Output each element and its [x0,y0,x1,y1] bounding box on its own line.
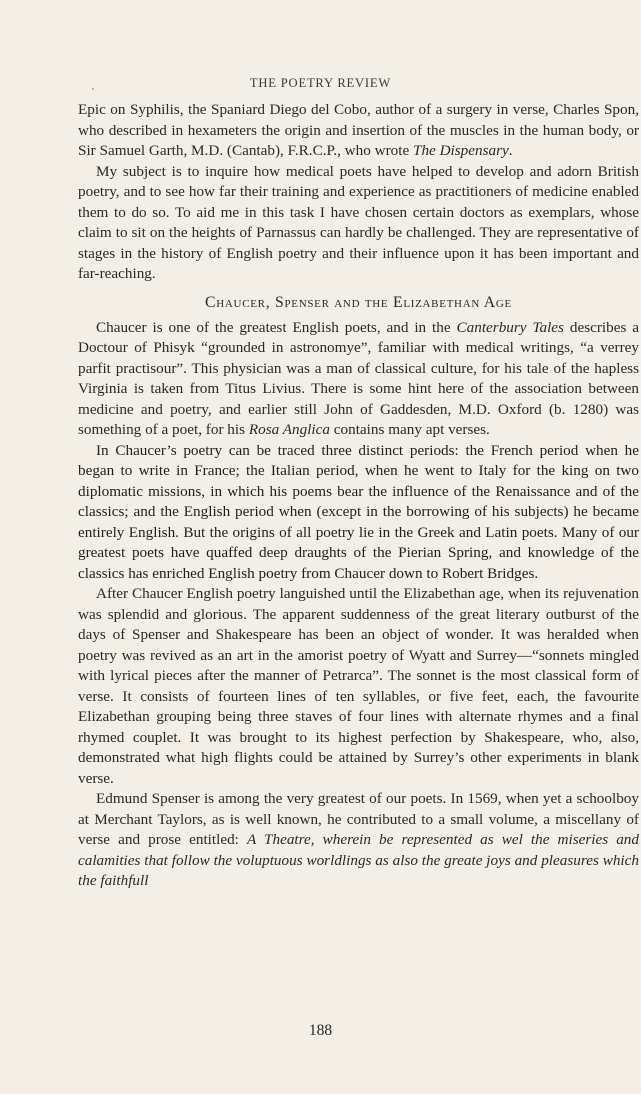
paragraph-6 [78,789,639,892]
paragraph-3-text-a: Chaucer is one of the greatest English poets, and in the [96,318,457,336]
book-title-rosa-anglica: Rosa Anglica [248,421,330,438]
paragraph-3-text-c: contains many apt verses. [329,421,490,438]
paragraph-3-text-b: describes a Doctour of Phisyk “grounded in astronomye”, familiar with medical writings, “a verrey parfit practisour”. This physician was a man of classical culture, for his tale of the hapless Virginia is taken from Titus Livius. There is some hint here of the association between medicine and poetry, and earlier still John of Gaddesden, M.D. Oxford (b. 1280) was something of a poet, for his [78,318,640,438]
book-title-dispensary: The Dispensary [413,142,509,159]
page-number: 188 [308,1022,333,1039]
section-heading: Chaucer, Spenser and the Elizabethan Age [205,293,512,311]
book-title-canterbury-tales: Canterbury Tales [456,318,564,336]
paragraph-6-text: Edmund Spenser is among the very greatest of our poets. In 1569, when yet a schoolboy at Merchant Taylors, as is well known, he contributed to a small volume, a miscellany of verse and prose entitled: [78,790,639,848]
paragraph-1-end: . [508,142,513,159]
paragraph-2: My subject is to inquire how medical poets have helped to develop and adorn British poetry, and to see how far their training and experience as practitioners of medicine enabled them to do so. To aid me in this task I have chosen certain doctors as exemplars, whose claim to sit on the heights of Parnassus can hardly be challenged. They are representative of stages in the history of English poetry and their influence upon it has been important and far-reaching. [78,162,639,282]
paragraph-5: After Chaucer English poetry languished until the Elizabethan age, when its rejuvenation was splendid and glorious. The apparent suddenness of the great literary outburst of the days of Spenser and Shakespeare has been an object of wonder. It was heralded when poetry was revived as an art in the amorist poetry of Wyatt and Surrey—“sonnets mingled with lyrical pieces after the manner of Petrarca”. The sonnet is the most classical form of verse. It consists of fourteen lines of ten syllables, or five feet, each, the favourite Elizabethan grouping being three staves of four lines with alternate rhymes and a final rhymed couplet. It was brought to its highest perfection by Shakespeare, who, also, demonstrated what high flights could be attained by Surrey’s other experiments in blank verse. [78,585,639,787]
paragraph-1 [78,100,639,162]
paragraph-4: In Chaucer’s poetry can be traced three distinct periods: the French period when he began to write in France; the Italian period, when he went to Italy for the king on two diplomatic missions, in which his poems bear the influence of the Renaissance and of the classics; and the English period when (except in the borrowing of his subjects) he became entirely English. But the origins of all poetry lie in the Greek and Latin poets. Many of our greatest poets have quaffed deep draughts of the Pierian Spring, and knowledge of the classics has enriched English poetry from Chaucer down to Robert Bridges. [78,441,639,582]
body-text [78,100,639,892]
paragraph-1-text: Epic on Syphilis, the Spaniard Diego del Cobo, author of a surgery in verse, Charles Spon, who described in hexameters the origin and insertion of the muscles in the human body, or Sir Samuel Garth, M.D. (Cantab), F.R.C.P., who wrote [78,101,639,159]
running-head: THE POETRY REVIEW [249,76,392,90]
paragraph-3 [78,318,639,441]
book-title-a-theatre: A Theatre, wherein be represented as wel the miseries and calamities that follow the voluptuous worldlings as also the greate joys and pleasures which the faithfull [78,831,639,889]
